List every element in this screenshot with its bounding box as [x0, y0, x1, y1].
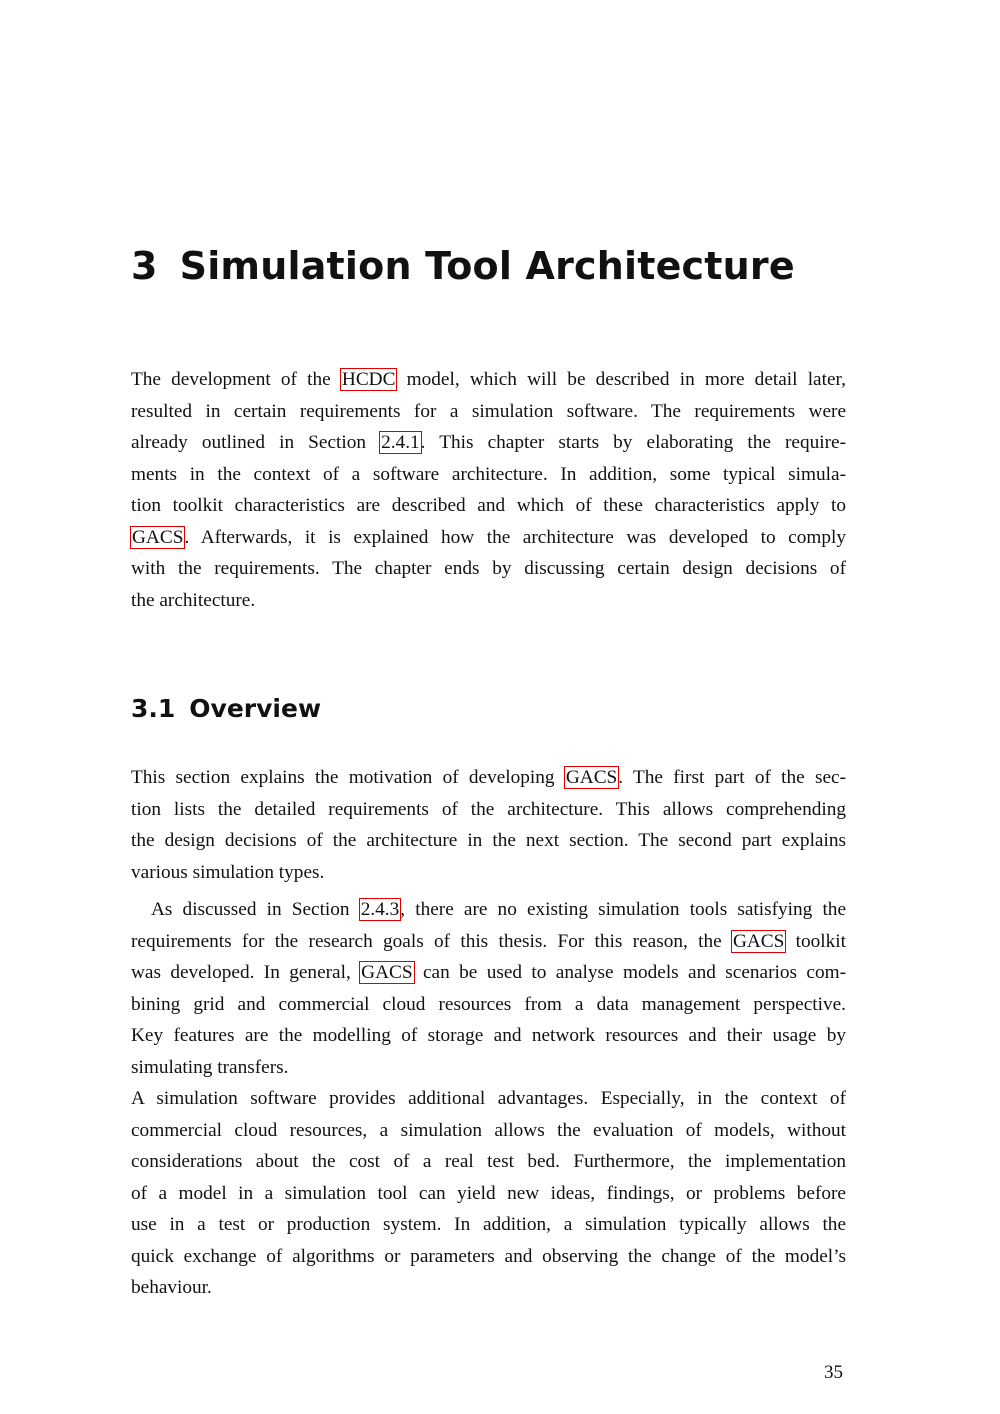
text-segment: the architecture. — [131, 589, 256, 611]
text-segment: . The first part of the sec- — [618, 767, 847, 788]
text-segment: This section explains the motivation of developing — [131, 767, 565, 788]
text-line — [131, 490, 846, 522]
overview-paragraph — [131, 762, 846, 888]
text-line — [131, 364, 846, 396]
text-line — [131, 794, 846, 826]
text-line — [131, 396, 846, 428]
text-segment: behaviour. — [131, 1277, 212, 1298]
text-segment: tion toolkit characteristics are described and which of these characteristics apply to — [131, 495, 846, 516]
text-segment: toolkit — [785, 930, 847, 952]
text-segment: resulted in certain requirements for a simulation software. The requirements were — [131, 400, 846, 422]
text-segment: the design decisions of the architecture in the next section. The second part explains — [131, 830, 846, 851]
text-segment: commercial cloud resources, a simulation allows the evaluation of models, without — [131, 1119, 846, 1141]
section-number: 3.1 — [131, 694, 176, 723]
text-line — [131, 957, 846, 989]
cross-reference-link[interactable]: GACS — [361, 962, 413, 983]
text-line — [131, 522, 846, 554]
text-segment: ments in the context of a software architecture. In addition, some typical simula- — [131, 463, 846, 485]
text-line — [131, 894, 846, 926]
text-line — [131, 1209, 846, 1241]
text-line — [131, 1052, 846, 1084]
text-line — [131, 1178, 846, 1210]
text-line — [131, 1272, 846, 1304]
text-segment: use in a test or production system. In addition, a simulation typically allows the — [131, 1214, 846, 1235]
text-segment: considerations about the cost of a real test bed. Furthermore, the implementation — [131, 1151, 846, 1172]
intro-paragraph — [131, 364, 846, 616]
cross-reference-link[interactable]: HCDC — [341, 369, 396, 390]
text-line — [131, 427, 846, 459]
text-line — [131, 459, 846, 491]
section-title-text: Overview — [189, 694, 322, 723]
text-segment: was developed. In general, — [131, 962, 361, 983]
text-segment: of a model in a simulation tool can yield new ideas, findings, or problems before — [131, 1182, 846, 1204]
text-line — [131, 989, 846, 1021]
text-segment: . Afterwards, it is explained how the architecture was developed to comply — [184, 526, 846, 548]
text-segment: As discussed in Section — [151, 899, 360, 920]
text-line — [131, 1241, 846, 1273]
text-segment: can be used to analyse models and scenarios com- — [413, 962, 847, 983]
text-line — [131, 1020, 846, 1052]
chapter-title — [131, 244, 795, 288]
text-segment: model, which will be described in more detail later, — [396, 369, 846, 390]
text-line — [131, 857, 846, 889]
text-segment: various simulation types. — [131, 861, 325, 883]
text-segment: bining grid and commercial cloud resources from a data management perspective. — [131, 993, 846, 1015]
cross-reference-link[interactable]: GACS — [565, 767, 618, 788]
cross-reference-link[interactable]: GACS — [132, 526, 184, 548]
text-segment: A simulation software provides additional advantages. Especially, in the context of — [131, 1088, 846, 1109]
text-line — [131, 1146, 846, 1178]
text-segment: with the requirements. The chapter ends by discussing certain design decisions of — [131, 558, 846, 579]
cross-reference-link[interactable]: 2.4.3 — [360, 899, 400, 920]
text-line — [131, 1083, 846, 1115]
text-line — [131, 825, 846, 857]
chapter-number: 3 — [131, 244, 158, 288]
text-segment: simulating transfers. — [131, 1056, 289, 1078]
page-number: 35 — [824, 1362, 843, 1383]
cross-reference-link[interactable]: GACS — [732, 930, 785, 952]
text-segment: Key features are the modelling of storage and network resources and their usage by — [131, 1025, 846, 1046]
text-segment: requirements for the research goals of this thesis. For this reason, the — [131, 930, 732, 952]
section-title — [131, 694, 321, 723]
text-segment: quick exchange of algorithms or parameters and observing the change of the model’s — [131, 1245, 846, 1267]
text-segment: tion lists the detailed requirements of the architecture. This allows comprehending — [131, 798, 846, 820]
text-line — [131, 553, 846, 585]
discussion-paragraphs — [131, 894, 846, 1304]
text-line — [131, 926, 846, 958]
text-line — [131, 1115, 846, 1147]
text-segment: , there are no existing simulation tools satisfying the — [400, 899, 846, 920]
chapter-title-text: Simulation Tool Architecture — [179, 244, 795, 288]
text-line — [131, 585, 846, 617]
text-segment: already outlined in Section — [131, 432, 381, 453]
cross-reference-link[interactable]: 2.4.1 — [381, 432, 420, 453]
text-line — [131, 762, 846, 794]
text-segment: The development of the — [131, 369, 341, 390]
text-segment: . This chapter starts by elaborating the require- — [420, 432, 846, 453]
